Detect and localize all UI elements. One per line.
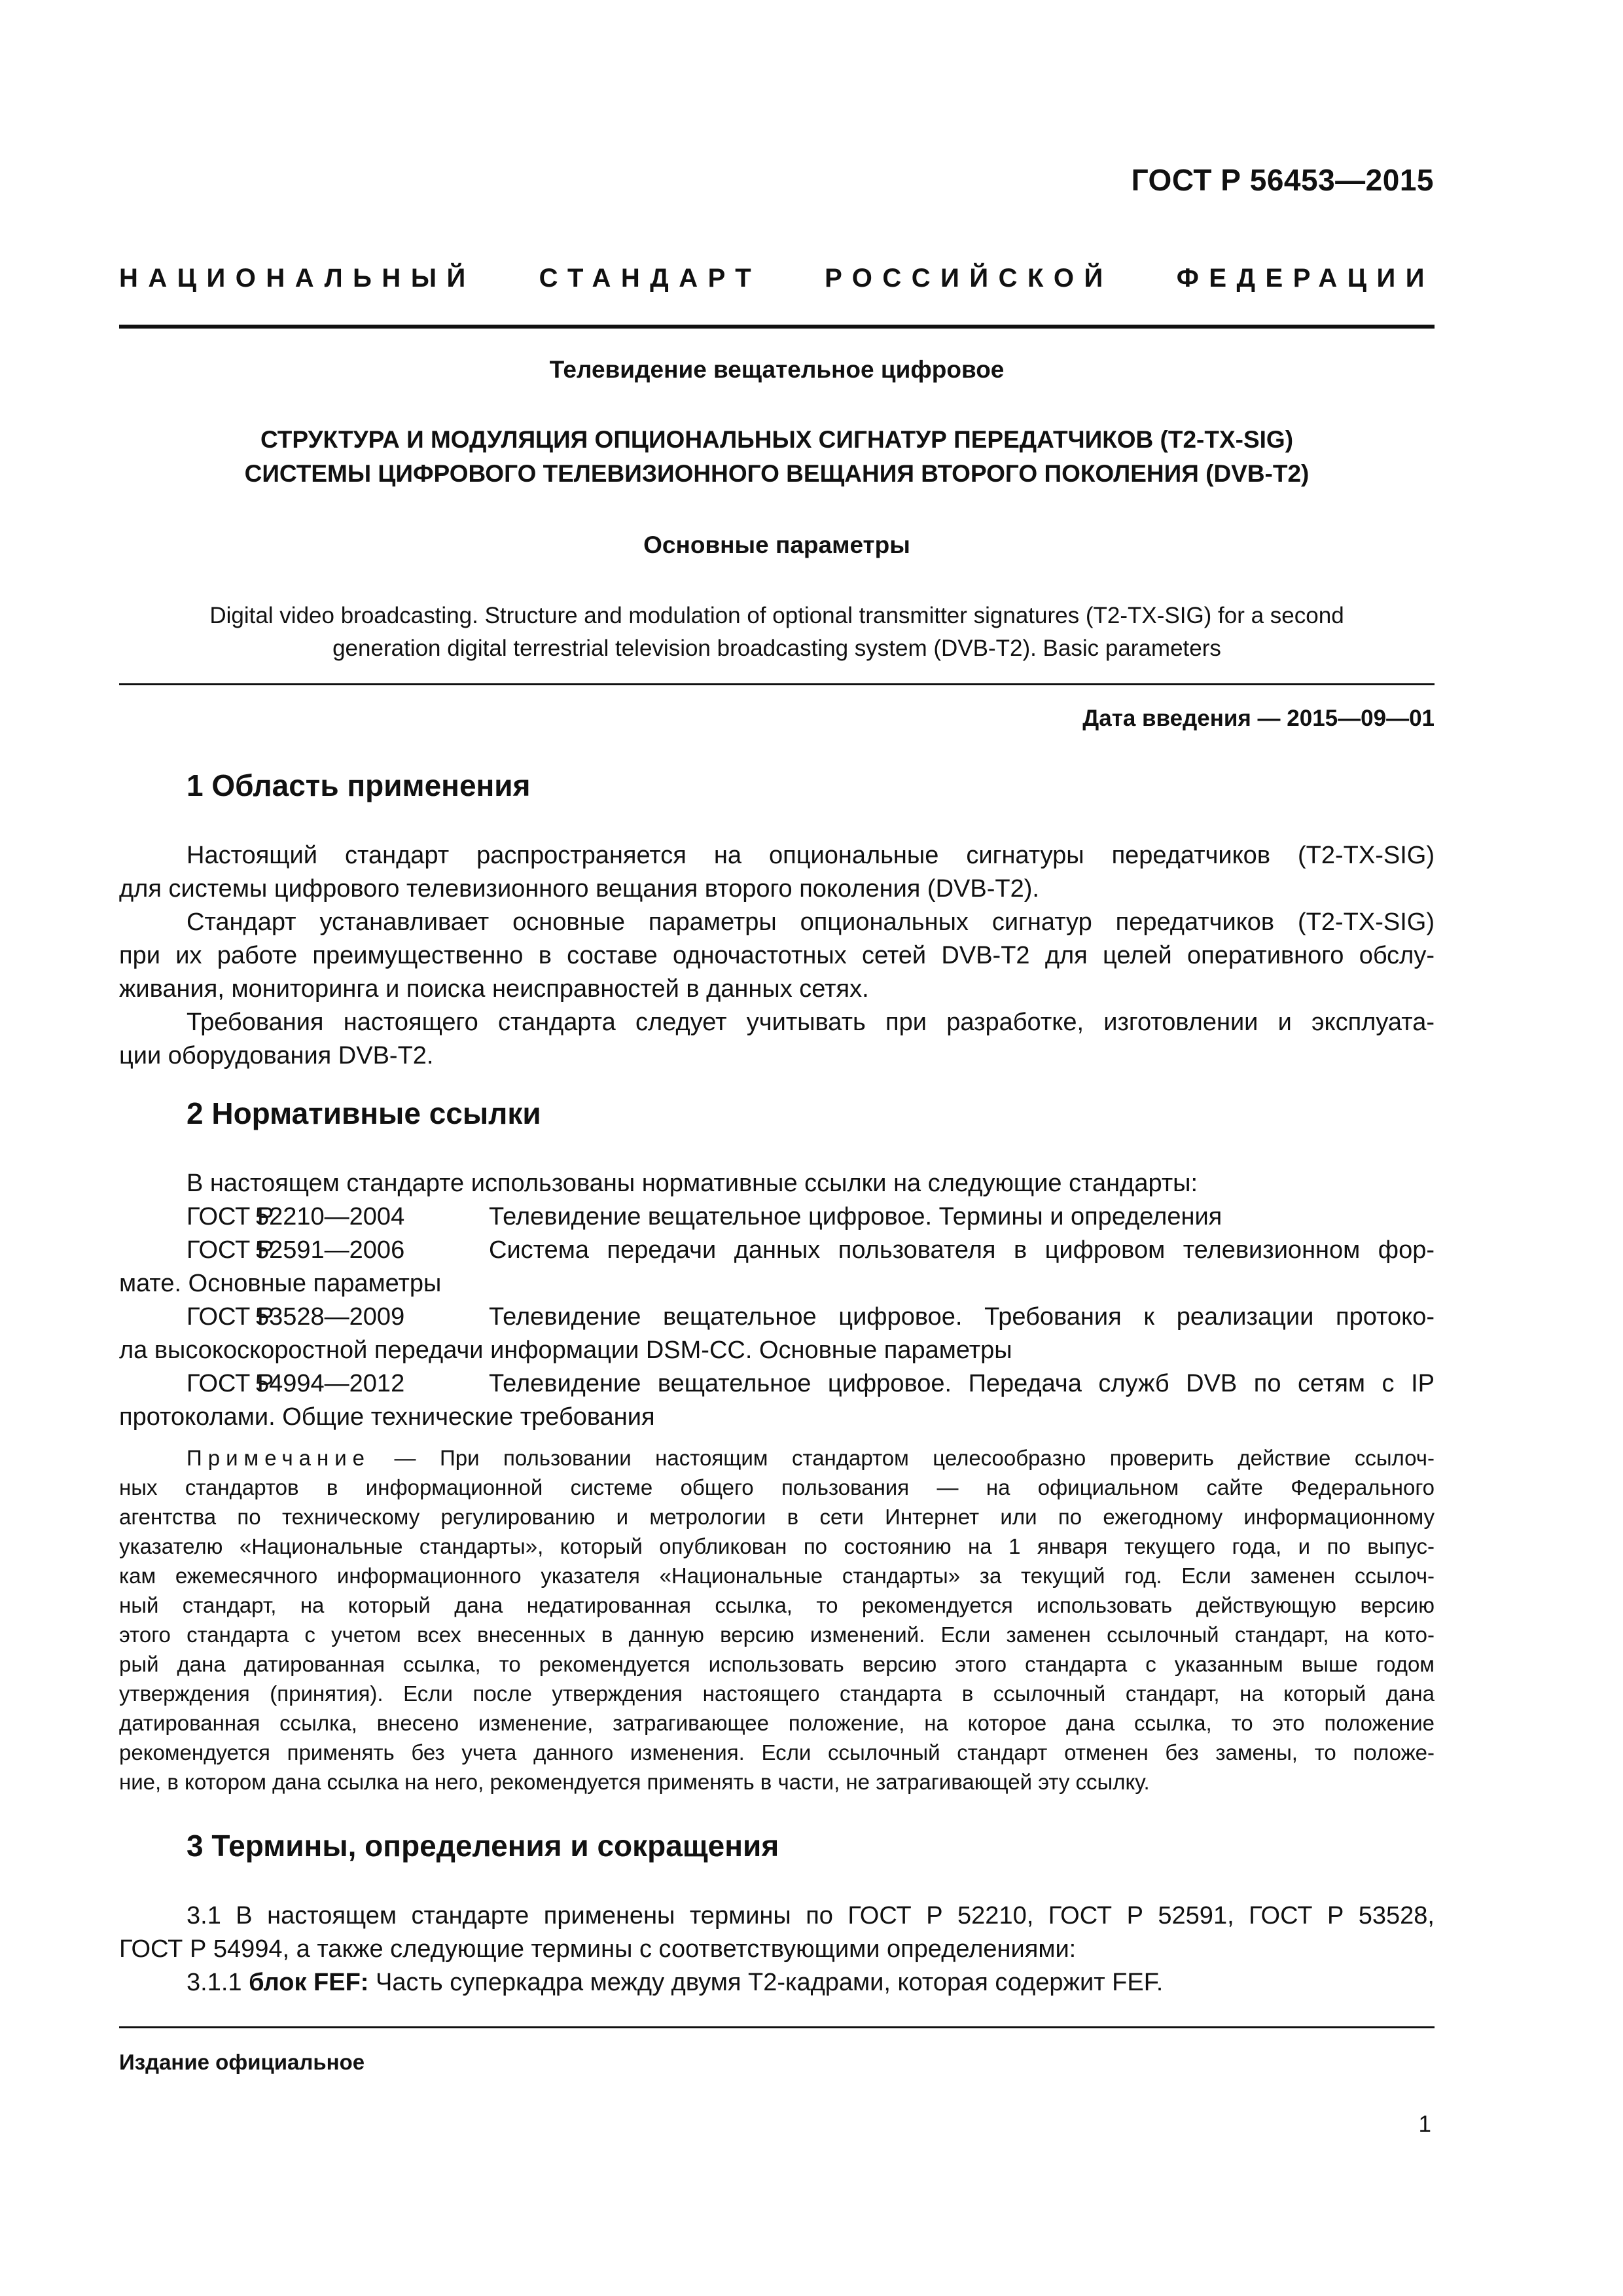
text-line: Стандарт устанавливает основные параметры опциональных сигнатур передатчиков (Т2-ТХ-SIG) xyxy=(187,908,1435,936)
reference-prefix: ГОСТ Р xyxy=(187,1303,274,1331)
note-line: ных стандартов в информационной системе общего пользования — на официальном сайте Федерального xyxy=(119,1475,1435,1499)
text-line: ции оборудования DVB-T2. xyxy=(119,1042,434,1069)
note-line: рекомендуется применять без учета данного изменения. Если ссылочный стандарт отменен без замены, то положе- xyxy=(119,1740,1435,1765)
note-line: этого стандарта с учетом всех внесенных в данную версию изменений. Если заменен ссылочный стандарт, на кото- xyxy=(119,1623,1435,1647)
section-heading: 1 Область применения xyxy=(187,768,531,802)
introduction-date: Дата введения — 2015—09—01 xyxy=(1082,706,1435,731)
text-line: ГОСТ Р 54994, а также следующие термины с соответствующими определениями: xyxy=(119,1935,1077,1963)
section-heading: 2 Нормативные ссылки xyxy=(187,1096,541,1130)
reference-item xyxy=(119,1200,1435,1234)
reference-item xyxy=(119,1300,1435,1334)
reference-number: 53528—2009 xyxy=(255,1303,405,1331)
reference-title: Система передачи данных пользователя в цифровом телевизионном фор- xyxy=(489,1236,1435,1264)
english-title-line: generation digital terrestrial television broadcasting system (DVB-T2). Basic parameters xyxy=(332,636,1221,661)
page-number: 1 xyxy=(1418,2111,1431,2137)
main-title-line: СИСТЕМЫ ЦИФРОВОГО ТЕЛЕВИЗИОННОГО ВЕЩАНИЯ ВТОРОГО ПОКОЛЕНИЯ (DVB-T2) xyxy=(244,460,1310,487)
national-standard-title xyxy=(119,264,1435,293)
text-line: для системы цифрового телевизионного вещания второго поколения (DVB-T2). xyxy=(119,875,1039,903)
reference-prefix: ГОСТ Р xyxy=(187,1370,274,1397)
term-definition xyxy=(119,1966,1435,2000)
section-2-note xyxy=(119,1443,1435,1797)
reference-prefix: ГОСТ Р xyxy=(187,1236,274,1264)
document-subtitle: Основные параметры xyxy=(643,531,910,558)
reference-title: Телевидение вещательное цифровое. Передача служб DVB по сетям с IP xyxy=(489,1370,1435,1397)
note-line: указателю «Национальные стандарты», который опубликован по состоянию на 1 января текущего года, и по выпус- xyxy=(119,1534,1435,1558)
note-line: рый дана датированная ссылка, то рекомендуется использовать версию этого стандарта с указанным выше годом xyxy=(119,1652,1435,1676)
main-title-line: СТРУКТУРА И МОДУЛЯЦИЯ ОПЦИОНАЛЬНЫХ СИГНАТУР ПЕРЕДАТЧИКОВ (Т2-ТХ-SIG) xyxy=(260,426,1294,453)
english-title-line: Digital video broadcasting. Structure and modulation of optional transmitter signatures (T2-TX-SIG) for a second xyxy=(209,603,1344,628)
term-name: блок FEF: xyxy=(249,1969,369,1996)
footer-divider xyxy=(119,2026,1435,2028)
national-title-word: ФЕДЕРАЦИИ xyxy=(1176,264,1435,293)
term-number: 3.1.1 xyxy=(187,1969,249,1996)
document-subject: Телевидение вещательное цифровое xyxy=(549,356,1005,383)
text-line: живания, мониторинга и поиска неисправностей в данных сетях. xyxy=(119,975,869,1003)
note-line: утверждения (принятия). Если после утверждения настоящего стандарта в ссылочный стандарт, на который дана xyxy=(119,1681,1435,1706)
national-title-word: СТАНДАРТ xyxy=(539,264,762,293)
section-heading: 3 Термины, определения и сокращения xyxy=(187,1829,779,1863)
reference-number: 52210—2004 xyxy=(255,1203,405,1230)
section-3-body xyxy=(119,1899,1435,2000)
text-line: В настоящем стандарте использованы нормативные ссылки на следующие стандарты: xyxy=(187,1170,1198,1197)
note-label: Примечание xyxy=(187,1446,371,1470)
reference-title: Телевидение вещательное цифровое. Требования к реализации протоко- xyxy=(489,1303,1435,1331)
reference-title-continued: ла высокоскоростной передачи информации DSM-CC. Основные параметры xyxy=(119,1336,1012,1364)
reference-item xyxy=(119,1367,1435,1401)
term-text: Часть суперкадра между двумя Т2-кадрами, которая содержит FEF. xyxy=(368,1969,1164,1996)
text-line: при их работе преимущественно в составе одночастотных сетей DVB-T2 для целей оперативного обслу- xyxy=(119,942,1435,969)
note-line: Примечание — При пользовании настоящим стандартом целесообразно проверить действие ссылоч- xyxy=(187,1446,1435,1470)
reference-item xyxy=(119,1234,1435,1267)
reference-title-continued: протоколами. Общие технические требования xyxy=(119,1403,655,1431)
note-line: датированная ссылка, внесено изменение, затрагивающее положение, на которое дана ссылка, то это положение xyxy=(119,1711,1435,1735)
note-line: агентства по техническому регулированию и метрологии в сети Интернет или по ежегодному информационному xyxy=(119,1505,1435,1529)
document-number: ГОСТ Р 56453—2015 xyxy=(1131,163,1434,197)
title-divider xyxy=(119,683,1435,685)
reference-number: 54994—2012 xyxy=(255,1370,405,1397)
section-1-body xyxy=(119,839,1435,1073)
text-line: Настоящий стандарт распространяется на опциональные сигнатуры передатчиков (Т2-ТХ-SIG) xyxy=(187,842,1435,869)
official-edition-label: Издание официальное xyxy=(119,2050,365,2074)
reference-number: 52591—2006 xyxy=(255,1236,405,1264)
header-divider xyxy=(119,325,1435,329)
note-line: кам ежемесячного информационного указателя «Национальные стандарты» за текущий год. Если заменен ссылоч- xyxy=(119,1564,1435,1588)
national-title-word: РОССИЙСКОЙ xyxy=(825,264,1113,293)
national-title-word: НАЦИОНАЛЬНЫЙ xyxy=(119,264,476,293)
reference-title: Телевидение вещательное цифровое. Термины и определения xyxy=(489,1203,1222,1230)
reference-prefix: ГОСТ Р xyxy=(187,1203,274,1230)
reference-title-continued: мате. Основные параметры xyxy=(119,1270,442,1297)
note-line: ный стандарт, на который дана недатированная ссылка, то рекомендуется использовать действующую версию xyxy=(119,1593,1435,1617)
section-2-body xyxy=(119,1167,1435,1434)
text-line: Требования настоящего стандарта следует учитывать при разработке, изготовлении и эксплуата- xyxy=(187,1009,1435,1036)
note-line: ние, в котором дана ссылка на него, рекомендуется применять в части, не затрагивающей эту ссылку. xyxy=(119,1770,1150,1794)
text-line: 3.1 В настоящем стандарте применены термины по ГОСТ Р 52210, ГОСТ Р 52591, ГОСТ Р 53528, xyxy=(187,1902,1435,1929)
